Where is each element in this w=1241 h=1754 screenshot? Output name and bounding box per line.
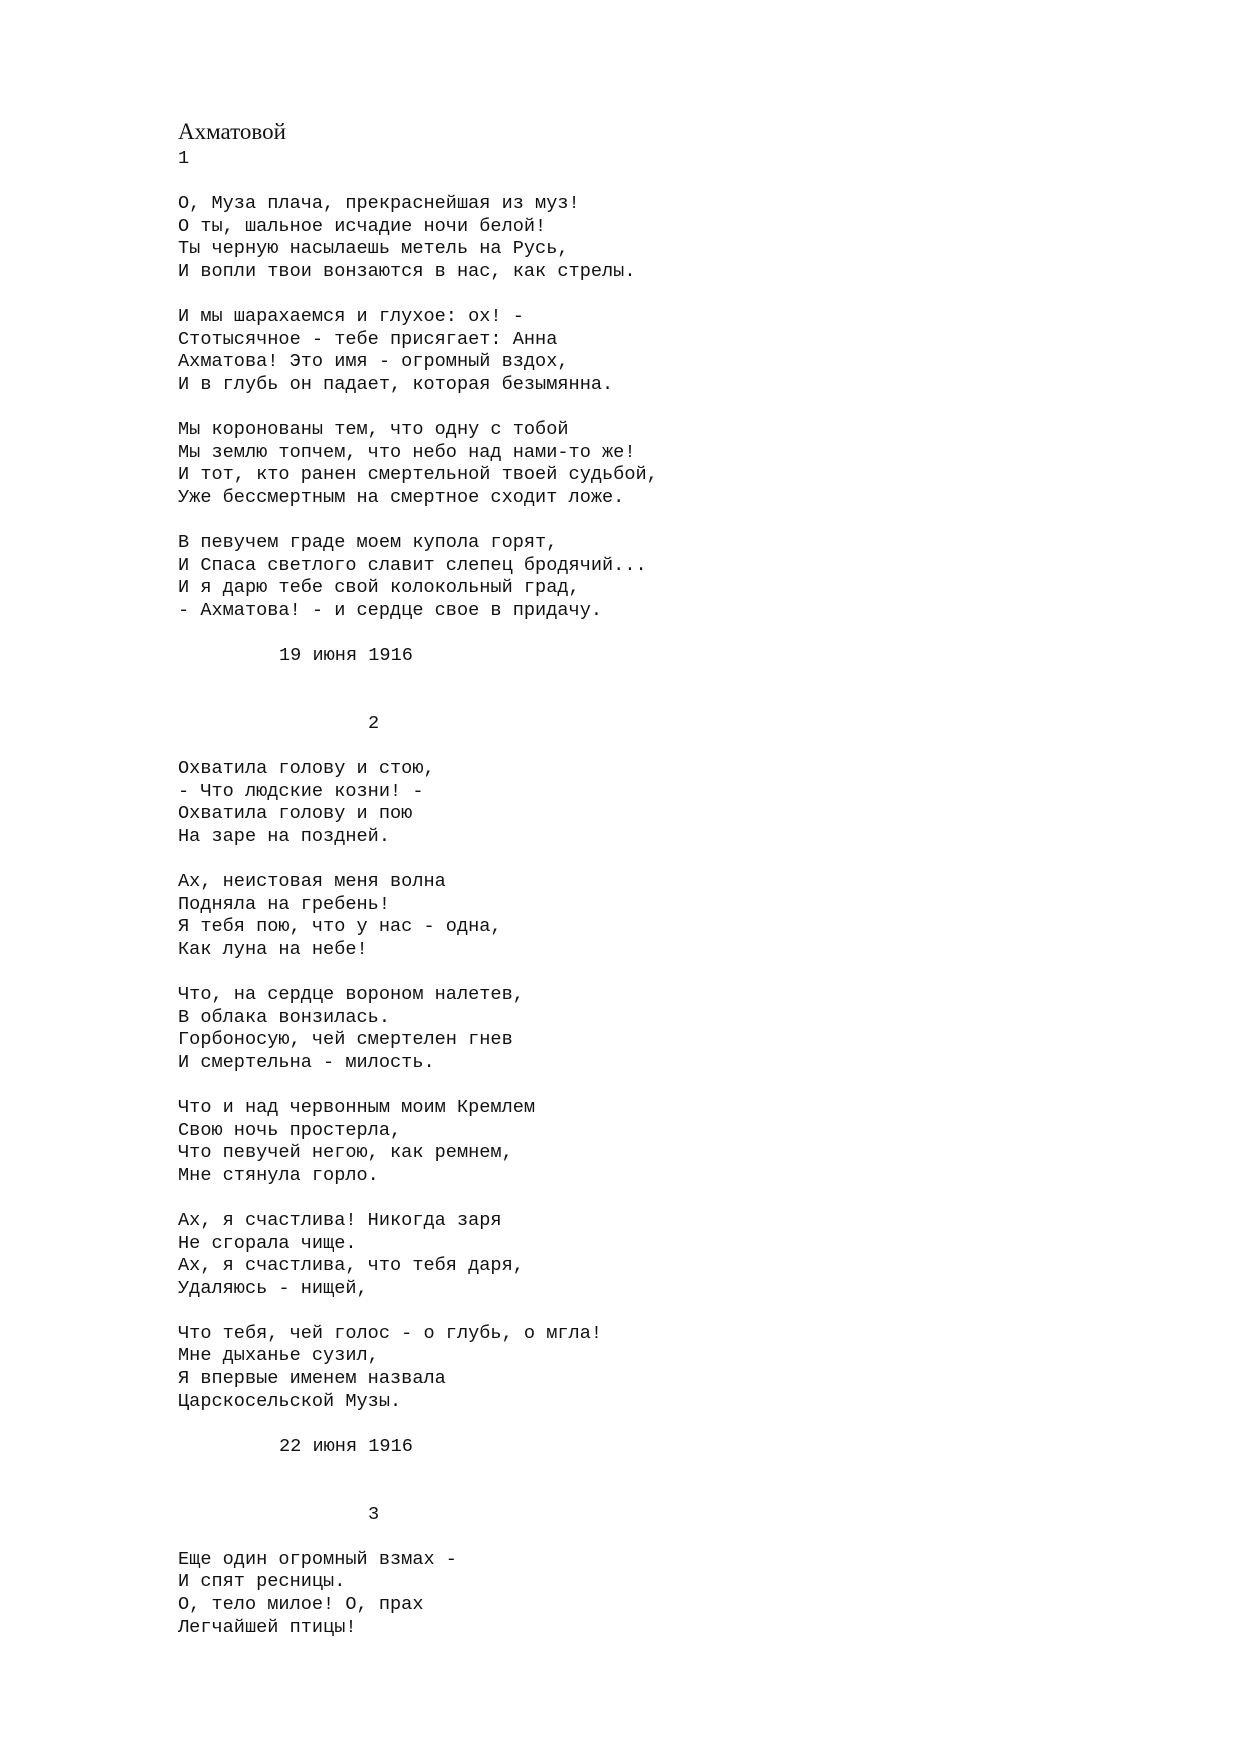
stanza	[178, 1323, 658, 1413]
stanza	[178, 306, 658, 396]
verse-line: И Спаса светлого славит слепец бродячий...	[178, 554, 647, 576]
verse-line: И вопли твои вонзаются в нас, как стрелы.	[178, 260, 636, 282]
verse-line: О, Муза плача, прекраснейшая из муз!	[178, 193, 580, 215]
blank-line	[178, 510, 658, 533]
part-number: 2	[368, 712, 380, 734]
verse-line: О ты, шальное исчадие ночи белой!	[178, 215, 547, 237]
verse-line: Подняла на гребень!	[178, 893, 391, 915]
verse-line: Ах, неистовая меня волна	[178, 871, 446, 892]
verse-line: На заре на поздней.	[178, 825, 391, 847]
verse-line: Стотысячное - тебе присягает: Анна	[178, 328, 558, 350]
blank-line	[178, 1413, 658, 1436]
verse-line: Ах, я счастлива! Никогда заря	[178, 1209, 502, 1231]
verse-line: Легчайшей птицы!	[178, 1616, 357, 1638]
verse-line: И спят ресницы.	[178, 1571, 346, 1593]
verse-line: Что, на сердце вороном налетев,	[178, 983, 524, 1005]
verse-line: - Что людские козни! -	[178, 780, 424, 802]
blank-line	[178, 848, 658, 871]
verse-line: Уже бессмертным на смертное сходит ложе.	[178, 486, 625, 508]
verse-line: Царскосельской Музы.	[178, 1390, 402, 1412]
blank-line	[178, 961, 658, 984]
verse-line: Охватила голову и стою,	[178, 758, 435, 780]
blank-line	[178, 690, 658, 713]
blank-line	[178, 284, 658, 307]
verse-line: Свою ночь простерла,	[178, 1119, 402, 1141]
stanza	[178, 419, 658, 509]
verse-line: Ах, я счастлива, что тебя даря,	[178, 1255, 524, 1277]
stanza	[178, 1210, 658, 1300]
blank-line	[178, 1526, 658, 1549]
verse-line: Что певучей негою, как ремнем,	[178, 1142, 513, 1164]
verse-line: И смертельна - милость.	[178, 1051, 435, 1073]
verse-line: И мы шарахаемся и глухое: ох! -	[178, 306, 524, 328]
verse-line: О, тело милое! О, прах	[178, 1594, 424, 1615]
verse-line: - Ахматова! - и сердце свое в придачу.	[178, 599, 603, 621]
verse-line: Ахматова! Это имя - огромный вздох,	[178, 351, 569, 373]
blank-line	[178, 1074, 658, 1097]
verse-line: И в глубь он падает, которая безымянна.	[178, 373, 614, 395]
verse-line: Ты черную насылаешь метель на Русь,	[178, 238, 569, 260]
part-number: 1	[178, 148, 190, 169]
stanza	[178, 193, 658, 283]
verse-line: Я впервые именем назвала	[178, 1368, 446, 1390]
verse-line: Мне дыханье сузил,	[178, 1345, 379, 1367]
blank-line	[178, 1300, 658, 1323]
verse-line: Мы землю топчем, что небо над нами-то же!	[178, 441, 636, 463]
verse-line: Мне стянула горло.	[178, 1164, 379, 1186]
blank-line	[178, 171, 658, 194]
stanza	[178, 1549, 658, 1639]
verse-line: Еще один огромный взмах -	[178, 1548, 457, 1570]
stanza	[178, 871, 658, 961]
blank-line	[178, 1458, 658, 1481]
stanza	[178, 984, 658, 1074]
blank-line	[178, 397, 658, 420]
poem-body	[178, 148, 658, 1639]
poem-date: 19 июня 1916	[279, 645, 413, 667]
verse-line: Что тебя, чей голос - о глубь, о мгла!	[178, 1322, 603, 1344]
verse-line: Горбоносую, чей смертелен гнев	[178, 1029, 513, 1051]
verse-line: Не сгорала чище.	[178, 1232, 357, 1254]
blank-line	[178, 622, 658, 645]
blank-line	[178, 1187, 658, 1210]
verse-line: Что и над червонным моим Кремлем	[178, 1096, 536, 1118]
part-number: 3	[368, 1503, 380, 1525]
verse-line: И я дарю тебе свой колокольный град,	[178, 577, 580, 599]
poem-title: Ахматовой	[178, 119, 286, 144]
verse-line: Я тебя пою, что у нас - одна,	[178, 916, 502, 938]
blank-line	[178, 735, 658, 758]
verse-line: В певучем граде моем купола горят,	[178, 532, 558, 554]
stanza	[178, 532, 658, 622]
verse-line: Удаляюсь - нищей,	[178, 1277, 368, 1299]
verse-line: Мы коронованы тем, что одну с тобой	[178, 419, 569, 441]
verse-line: Как луна на небе!	[178, 938, 368, 960]
verse-line: И тот, кто ранен смертельной твоей судьбой,	[178, 464, 658, 486]
stanza	[178, 758, 658, 848]
poem-date: 22 июня 1916	[279, 1435, 413, 1457]
blank-line	[178, 668, 658, 691]
blank-line	[178, 1481, 658, 1504]
verse-line: Охватила голову и пою	[178, 803, 413, 825]
verse-line: В облака вонзилась.	[178, 1006, 391, 1028]
stanza	[178, 1097, 658, 1187]
